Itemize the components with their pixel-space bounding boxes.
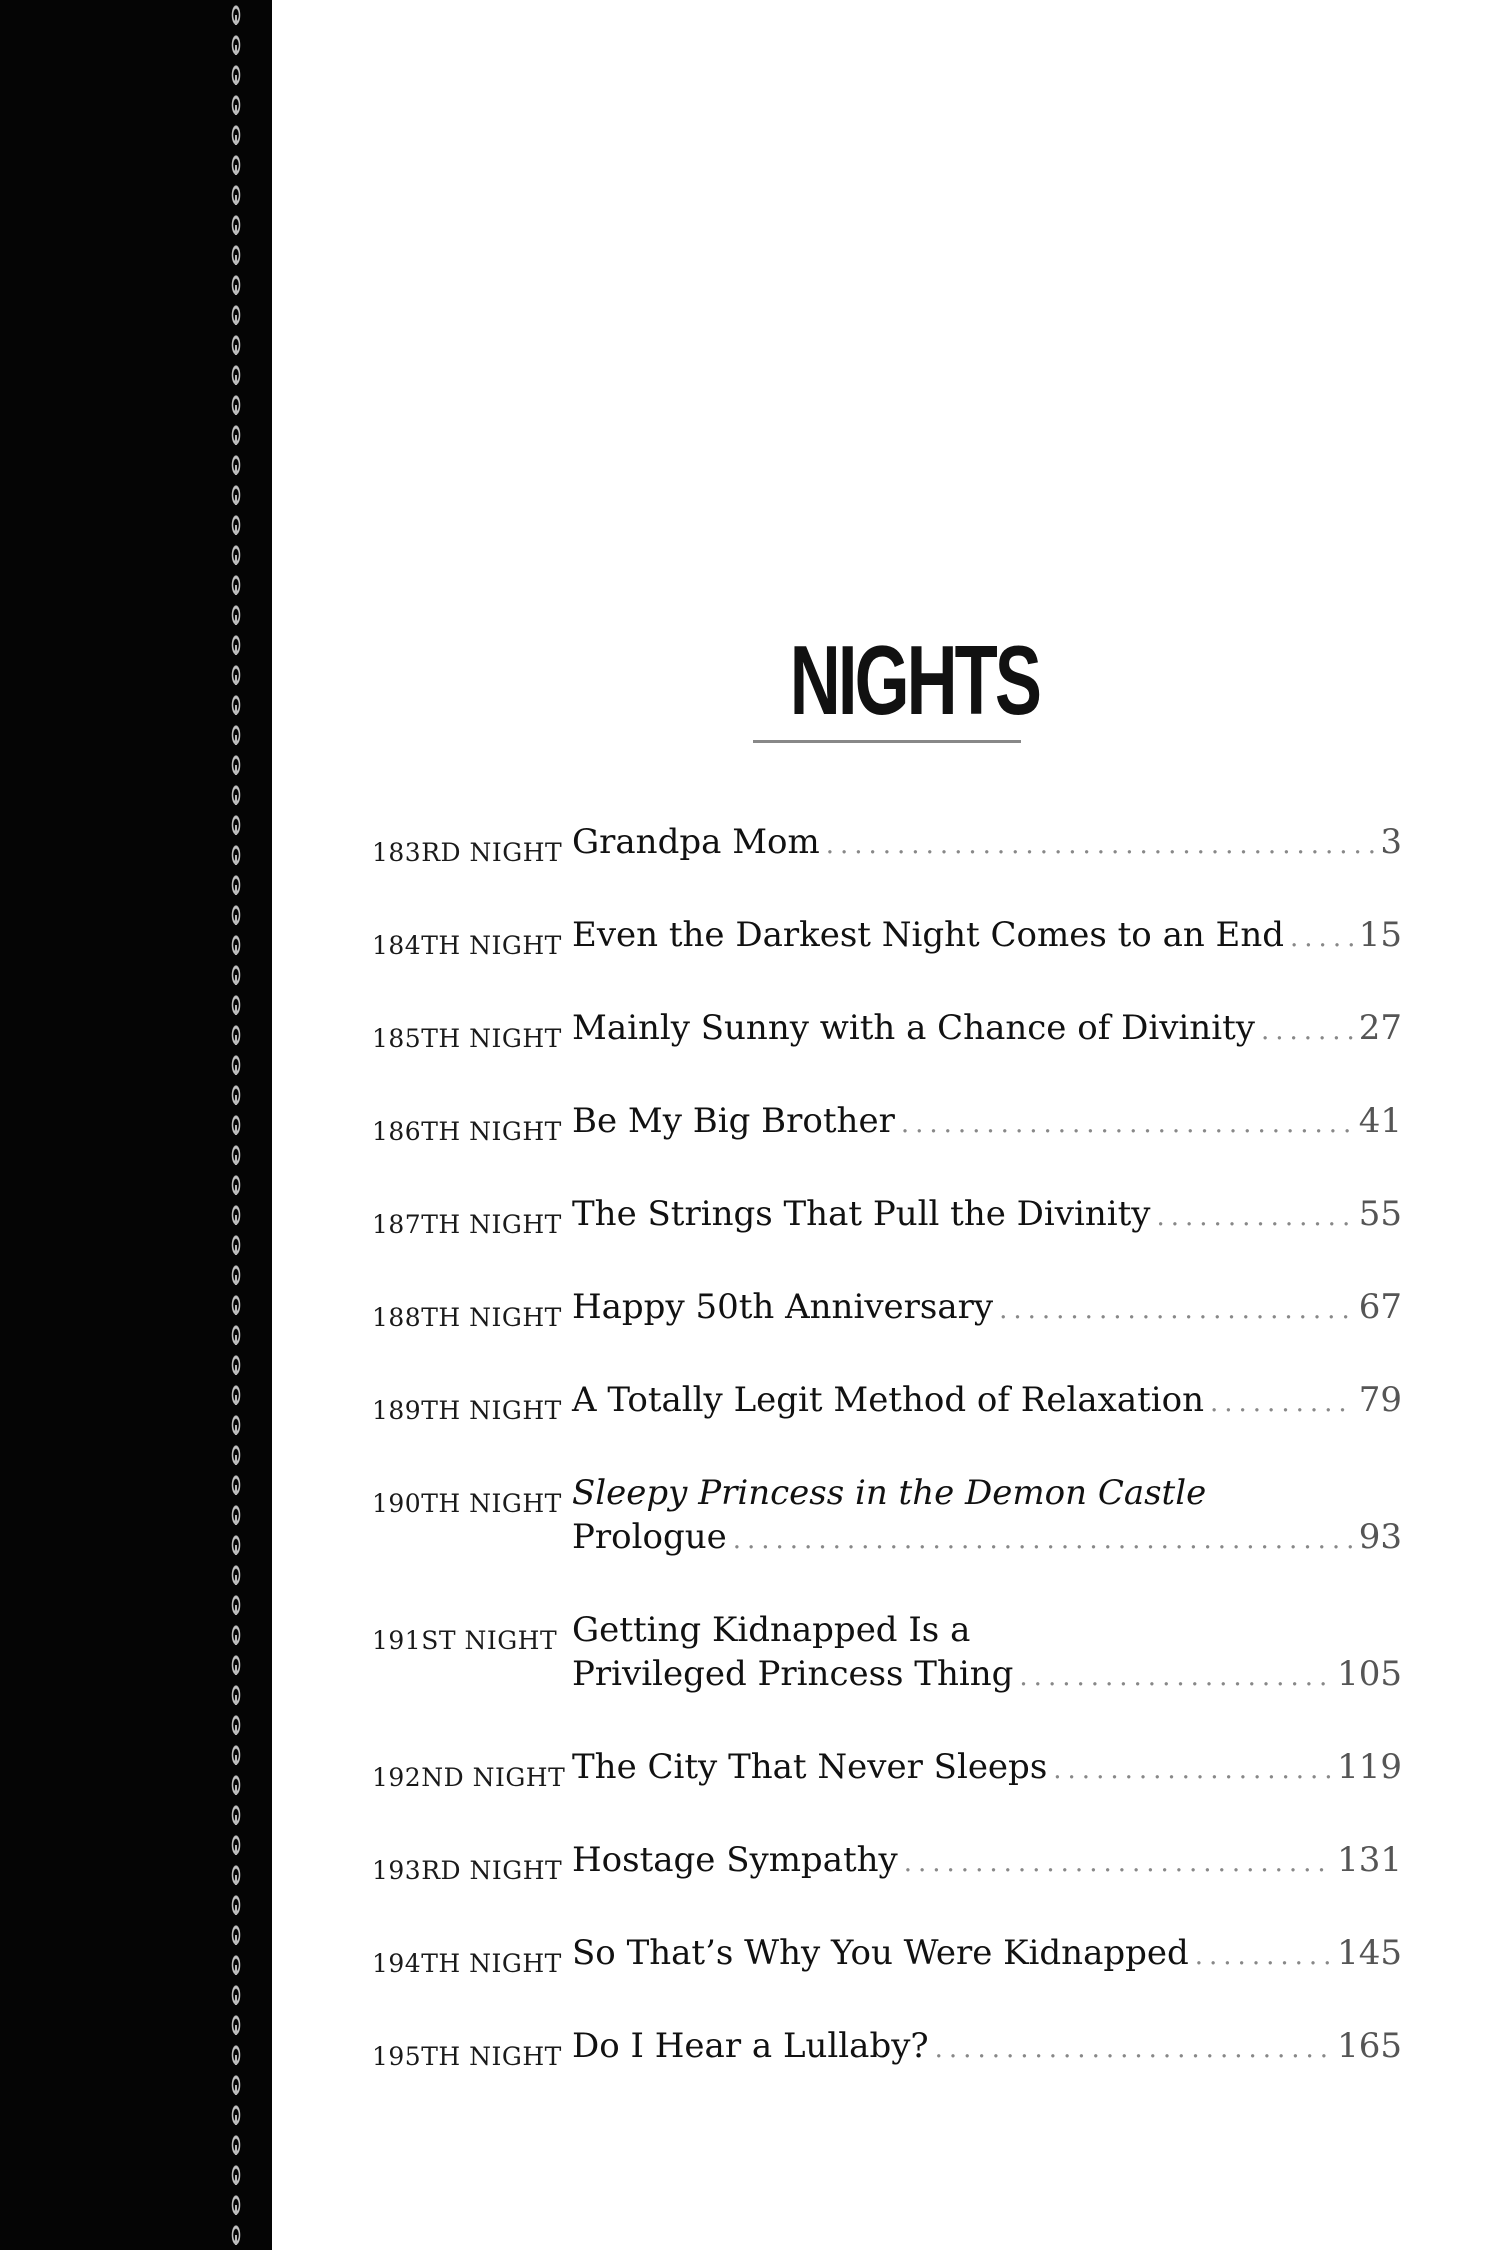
night-number: 192ND NIGHT [372, 1763, 566, 1792]
dot-leader [1053, 1748, 1331, 1792]
chapter-title: A Totally Legit Method of Relaxation [572, 1380, 1204, 1420]
night-number: 187TH NIGHT [372, 1210, 562, 1239]
dot-leader [826, 823, 1375, 867]
night-number: 193RD NIGHT [372, 1856, 563, 1885]
dot-leader [901, 1102, 1353, 1146]
chapter-title: The Strings That Pull the Divinity [572, 1194, 1151, 1234]
chapter-title: Be My Big Brother [572, 1101, 895, 1141]
chapter-title: Grandpa Mom [572, 822, 820, 862]
chapter-title: Hostage Sympathy [572, 1840, 898, 1880]
page-number: 15 [1358, 915, 1402, 955]
night-number: 183RD NIGHT [372, 838, 563, 867]
dot-leader [935, 2027, 1331, 2071]
chapter-title: Do I Hear a Lullaby? [572, 2026, 929, 2066]
dot-leader [904, 1841, 1331, 1885]
chapter-title: The City That Never Sleeps [572, 1747, 1048, 1787]
chapter-title: Sleepy Princess in the Demon Castle [572, 1473, 1207, 1513]
chapter-title: Happy 50th Anniversary [572, 1287, 994, 1327]
page-number: 3 [1380, 822, 1402, 862]
black-side-band [0, 0, 272, 2250]
night-number: 195TH NIGHT [372, 2042, 562, 2071]
page-number: 67 [1358, 1287, 1402, 1327]
page-number: 131 [1337, 1840, 1402, 1880]
title-block [752, 625, 1040, 743]
page-number: 27 [1358, 1008, 1402, 1048]
page-number: 165 [1337, 2026, 1402, 2066]
page-number: 41 [1358, 1101, 1402, 1141]
page-number: 55 [1358, 1194, 1402, 1234]
chapter-title-cont: Privileged Princess Thing [572, 1654, 1014, 1694]
page-number: 79 [1358, 1380, 1402, 1420]
page-number: 105 [1337, 1654, 1402, 1694]
dot-leader [1290, 916, 1353, 960]
dot-leader [1157, 1195, 1353, 1239]
chain-decoration [229, 0, 243, 2250]
dot-leader [1210, 1381, 1353, 1425]
chapter-title: Mainly Sunny with a Chance of Divinity [572, 1008, 1255, 1048]
night-number: 189TH NIGHT [372, 1396, 562, 1425]
night-number: 194TH NIGHT [372, 1949, 562, 1978]
chapter-title: Even the Darkest Night Comes to an End [572, 915, 1285, 955]
page-number: 93 [1358, 1517, 1402, 1557]
night-number: 184TH NIGHT [372, 931, 562, 960]
night-number: 185TH NIGHT [372, 1024, 562, 1053]
page-title: NIGHTS [789, 625, 1040, 735]
night-number: 191ST NIGHT [372, 1626, 558, 1655]
page-number: 145 [1337, 1933, 1402, 1973]
night-number: 190TH NIGHT [372, 1489, 562, 1518]
night-number: 186TH NIGHT [372, 1117, 562, 1146]
chapter-title: So That’s Why You Were Kidnapped [572, 1933, 1189, 1973]
dot-leader [1019, 1655, 1331, 1699]
dot-leader [1195, 1934, 1331, 1978]
dot-leader [733, 1518, 1353, 1562]
title-underline [753, 740, 1021, 743]
page-number: 119 [1337, 1747, 1402, 1787]
chapter-title: Getting Kidnapped Is a [572, 1610, 971, 1650]
dot-leader [999, 1288, 1353, 1332]
night-number: 188TH NIGHT [372, 1303, 562, 1332]
dot-leader [1261, 1009, 1353, 1053]
chapter-title-cont: Prologue [572, 1517, 727, 1557]
